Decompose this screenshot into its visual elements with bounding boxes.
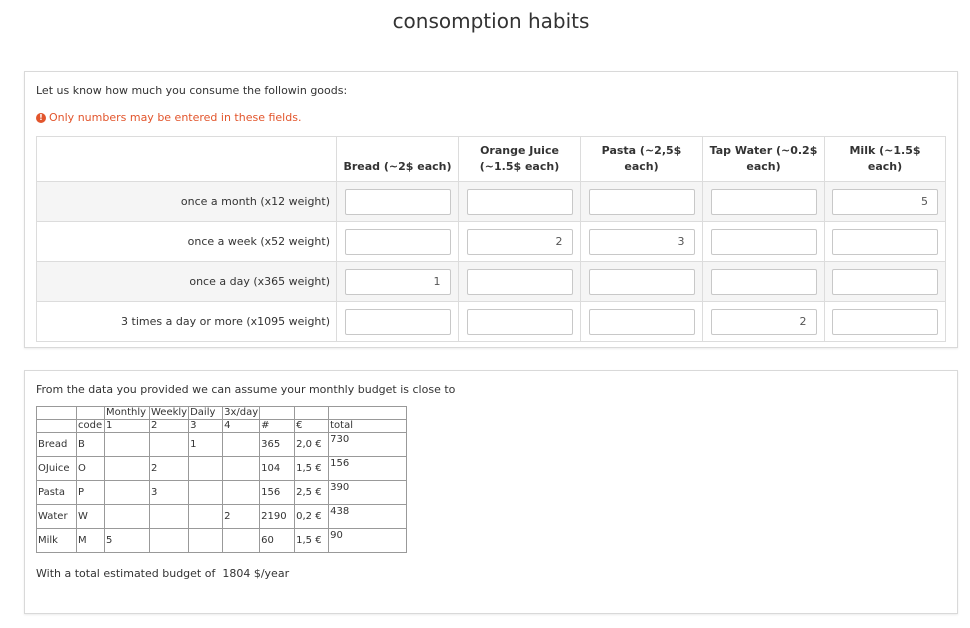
column-header-tap-water: Tap Water (~0.2$ each) — [703, 137, 825, 182]
budget-total-cell: 438 — [329, 505, 407, 529]
row-label-three-times-daily: 3 times a day or more (x1095 weight) — [37, 302, 337, 342]
total-budget-line — [36, 567, 289, 580]
budget-header-cell: Weekly — [151, 407, 188, 418]
input-weekly-pasta[interactable] — [589, 229, 695, 255]
validation-text: Only numbers may be entered in these fields. — [49, 111, 302, 124]
cell — [337, 302, 459, 342]
cell — [825, 302, 946, 342]
question-text: Let us know how much you consume the followin goods: — [36, 84, 348, 97]
cell — [581, 302, 703, 342]
cell — [459, 262, 581, 302]
input-3x-tap-water[interactable] — [711, 309, 817, 335]
summary-text: From the data you provided we can assume your monthly budget is close to — [36, 383, 456, 396]
cell — [581, 222, 703, 262]
consumption-question-panel — [24, 71, 958, 348]
total-budget-unit: $/year — [253, 567, 290, 580]
budget-header-cell — [329, 407, 407, 420]
input-weekly-orange-juice[interactable] — [467, 229, 573, 255]
input-daily-milk[interactable] — [832, 269, 938, 295]
budget-header-cell — [295, 407, 329, 420]
total-budget-prefix: With a total estimated budget of — [36, 567, 216, 580]
row-label-monthly: once a month (x12 weight) — [37, 182, 337, 222]
budget-cell: W — [77, 505, 105, 529]
budget-cell: Bread — [37, 433, 77, 457]
cell — [703, 182, 825, 222]
budget-cell: 1,5 € — [295, 457, 329, 481]
budget-total-cell: 730 — [329, 433, 407, 457]
budget-header-cell: 4 — [223, 420, 260, 433]
budget-cell — [105, 481, 150, 505]
budget-cell — [150, 529, 189, 553]
budget-cell: 0,2 € — [295, 505, 329, 529]
budget-header-cell: code — [77, 420, 105, 433]
budget-cell — [189, 481, 223, 505]
row-label-daily: once a day (x365 weight) — [37, 262, 337, 302]
cell — [825, 222, 946, 262]
cell — [581, 262, 703, 302]
input-monthly-pasta[interactable] — [589, 189, 695, 215]
cell — [703, 222, 825, 262]
budget-cell — [223, 457, 260, 481]
budget-cell: 3 — [150, 481, 189, 505]
budget-cell: 104 — [260, 457, 295, 481]
budget-cell: 2,0 € — [295, 433, 329, 457]
budget-cell: 2,5 € — [295, 481, 329, 505]
budget-cell: O — [77, 457, 105, 481]
budget-cell: 60 — [260, 529, 295, 553]
budget-total-cell: 90 — [329, 529, 407, 553]
budget-cell — [223, 433, 260, 457]
input-3x-pasta[interactable] — [589, 309, 695, 335]
cell — [459, 222, 581, 262]
budget-header-cell — [260, 407, 295, 420]
budget-row-water — [37, 505, 407, 529]
budget-cell — [189, 529, 223, 553]
budget-table — [36, 406, 407, 553]
input-weekly-milk[interactable] — [832, 229, 938, 255]
budget-cell: 2 — [223, 505, 260, 529]
cell — [825, 262, 946, 302]
consumption-matrix — [36, 136, 946, 342]
budget-cell: 2 — [150, 457, 189, 481]
cell — [337, 262, 459, 302]
matrix-corner — [37, 137, 337, 182]
budget-cell: 365 — [260, 433, 295, 457]
budget-row-bread — [37, 433, 407, 457]
column-header-pasta: Pasta (~2,5$ each) — [581, 137, 703, 182]
budget-header-cell: Monthly — [105, 407, 150, 420]
budget-cell — [105, 457, 150, 481]
input-daily-tap-water[interactable] — [711, 269, 817, 295]
input-weekly-tap-water[interactable] — [711, 229, 817, 255]
matrix-row-weekly — [37, 222, 946, 262]
budget-header-cell — [37, 407, 77, 420]
budget-cell: 156 — [260, 481, 295, 505]
input-monthly-orange-juice[interactable] — [467, 189, 573, 215]
budget-summary-panel — [24, 370, 958, 614]
budget-row-ojuice — [37, 457, 407, 481]
input-daily-bread[interactable] — [345, 269, 451, 295]
budget-cell: 2190 — [260, 505, 295, 529]
budget-header-cell — [77, 407, 105, 420]
exclamation-icon: ! — [36, 113, 46, 123]
budget-total-cell: 390 — [329, 481, 407, 505]
budget-row-pasta — [37, 481, 407, 505]
cell — [703, 262, 825, 302]
matrix-row-three-times-daily — [37, 302, 946, 342]
budget-cell: B — [77, 433, 105, 457]
validation-message — [36, 111, 301, 124]
input-monthly-bread[interactable] — [345, 189, 451, 215]
input-daily-orange-juice[interactable] — [467, 269, 573, 295]
input-daily-pasta[interactable] — [589, 269, 695, 295]
budget-cell — [189, 505, 223, 529]
budget-cell — [105, 433, 150, 457]
column-header-bread: Bread (~2$ each) — [337, 137, 459, 182]
budget-cell — [105, 505, 150, 529]
budget-cell — [150, 505, 189, 529]
budget-cell — [189, 457, 223, 481]
budget-total-cell: 156 — [329, 457, 407, 481]
budget-header-cell — [37, 420, 77, 433]
column-header-milk: Milk (~1.5$ each) — [825, 137, 946, 182]
budget-cell: 5 — [105, 529, 150, 553]
budget-cell: Milk — [37, 529, 77, 553]
budget-header-cell: 3x/day — [224, 407, 259, 418]
budget-header-row-frequency — [37, 407, 407, 420]
budget-cell — [223, 529, 260, 553]
row-label-weekly: once a week (x52 weight) — [37, 222, 337, 262]
budget-header-cell: # — [260, 420, 295, 433]
budget-header-cell: € — [295, 420, 329, 433]
input-3x-orange-juice[interactable] — [467, 309, 573, 335]
budget-cell: Water — [37, 505, 77, 529]
input-weekly-bread[interactable] — [345, 229, 451, 255]
cell — [703, 302, 825, 342]
input-3x-milk[interactable] — [832, 309, 938, 335]
cell — [459, 182, 581, 222]
budget-cell — [150, 433, 189, 457]
budget-cell: OJuice — [37, 457, 77, 481]
total-budget-value: 1804 — [222, 567, 251, 580]
matrix-header-row — [37, 137, 946, 182]
budget-cell: 1,5 € — [295, 529, 329, 553]
budget-header-cell: 3 — [189, 420, 223, 433]
cell — [337, 222, 459, 262]
budget-cell — [223, 481, 260, 505]
budget-header-cell: 2 — [150, 420, 189, 433]
cell — [459, 302, 581, 342]
cell — [825, 182, 946, 222]
column-header-orange-juice: Orange Juice (~1.5$ each) — [459, 137, 581, 182]
budget-header-cell: 1 — [105, 420, 150, 433]
input-monthly-tap-water[interactable] — [711, 189, 817, 215]
input-monthly-milk[interactable] — [832, 189, 938, 215]
budget-cell: P — [77, 481, 105, 505]
page-title: consomption habits — [392, 9, 590, 33]
cell — [581, 182, 703, 222]
budget-header-cell: Daily — [189, 407, 223, 420]
budget-header-cell: total — [329, 420, 407, 433]
budget-cell: Pasta — [37, 481, 77, 505]
budget-cell: M — [77, 529, 105, 553]
budget-header-row-codes — [37, 420, 407, 433]
budget-cell: 1 — [189, 433, 223, 457]
budget-row-milk — [37, 529, 407, 553]
input-3x-bread[interactable] — [345, 309, 451, 335]
matrix-row-monthly — [37, 182, 946, 222]
matrix-row-daily — [37, 262, 946, 302]
cell — [337, 182, 459, 222]
